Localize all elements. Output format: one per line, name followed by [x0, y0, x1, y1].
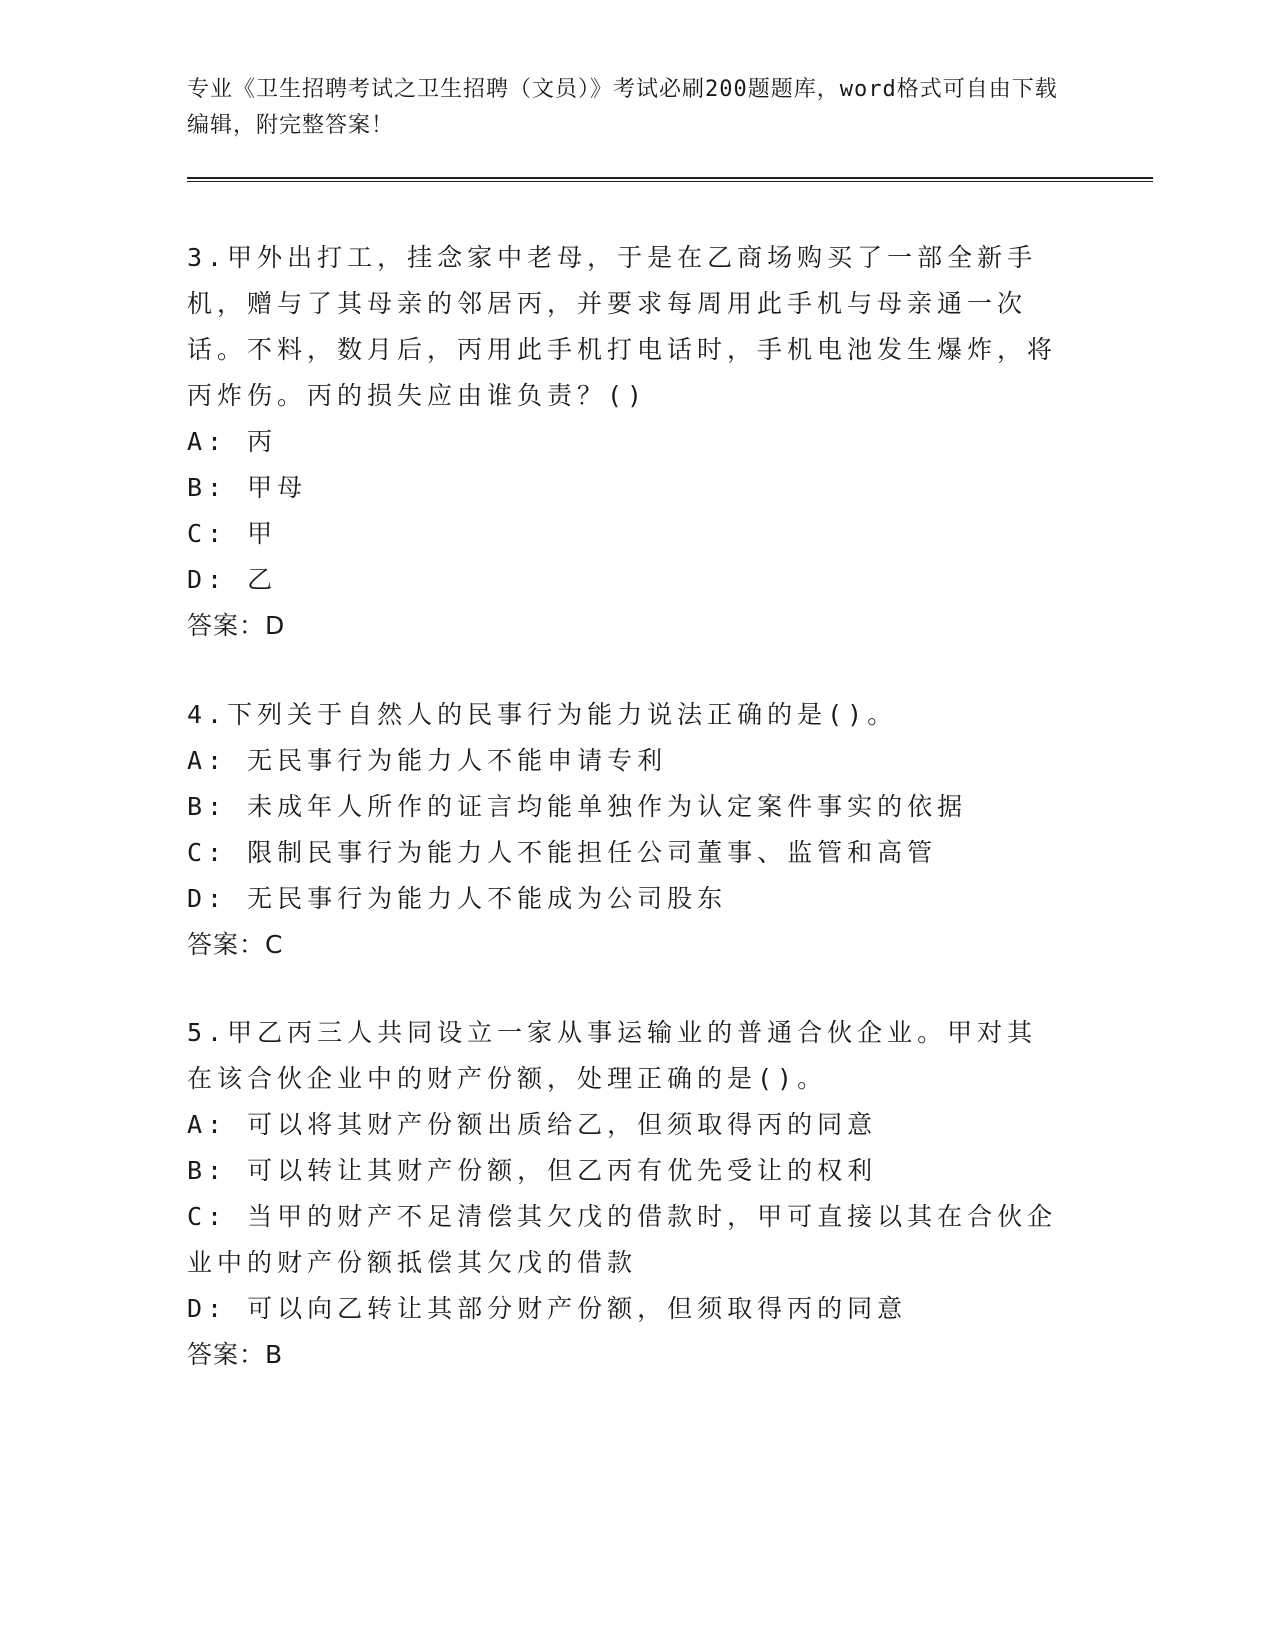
question-stem: 4.下列关于自然人的民事行为能力说法正确的是()。 — [187, 700, 898, 729]
option-d: D: 无民事行为能力人不能成为公司股东 — [187, 884, 728, 913]
header-divider-thin — [187, 181, 1153, 182]
option-d: D: 乙 — [187, 565, 278, 594]
question-stem: 3.甲外出打工，挂念家中老母，于是在乙商场购买了一部全新手机，赠与了其母亲的邻居丙，并要求每周用此手机与母亲通一次话。不料，数月后，丙用此手机打电话时，手机电池发生爆炸，将丙炸伤。丙的损失应由谁负责？() — [187, 243, 1058, 410]
answer: 答案：D — [187, 611, 286, 640]
option-c: C: 限制民事行为能力人不能担任公司董事、监管和高管 — [187, 838, 938, 867]
option-c: C: 当甲的财产不足清偿其欠戊的借款时，甲可直接以其在合伙企业中的财产份额抵偿其欠戊的借款 — [187, 1202, 1058, 1277]
question-5 — [187, 1010, 1067, 1378]
header-divider-thick — [187, 177, 1153, 179]
option-b: B: 可以转让其财产份额，但乙丙有优先受让的权利 — [187, 1156, 878, 1185]
question-3 — [187, 235, 1067, 649]
option-a: A: 丙 — [187, 427, 278, 456]
answer: 答案：B — [187, 1340, 284, 1369]
question-4 — [187, 692, 1067, 968]
option-c: C: 甲 — [187, 519, 278, 548]
option-b: B: 甲母 — [187, 473, 308, 502]
option-a: A: 无民事行为能力人不能申请专利 — [187, 746, 668, 775]
option-d: D: 可以向乙转让其部分财产份额，但须取得丙的同意 — [187, 1294, 908, 1323]
document-header: 专业《卫生招聘考试之卫生招聘（文员）》考试必刷200题题库，word格式可自由下载编辑，附完整答案！ — [187, 77, 1058, 138]
answer: 答案：C — [187, 930, 284, 959]
question-stem: 5.甲乙丙三人共同设立一家从事运输业的普通合伙企业。甲对其在该合伙企业中的财产份额，处理正确的是()。 — [187, 1018, 1038, 1093]
option-a: A: 可以将其财产份额出质给乙，但须取得丙的同意 — [187, 1110, 878, 1139]
option-b: B: 未成年人所作的证言均能单独作为认定案件事实的依据 — [187, 792, 968, 821]
